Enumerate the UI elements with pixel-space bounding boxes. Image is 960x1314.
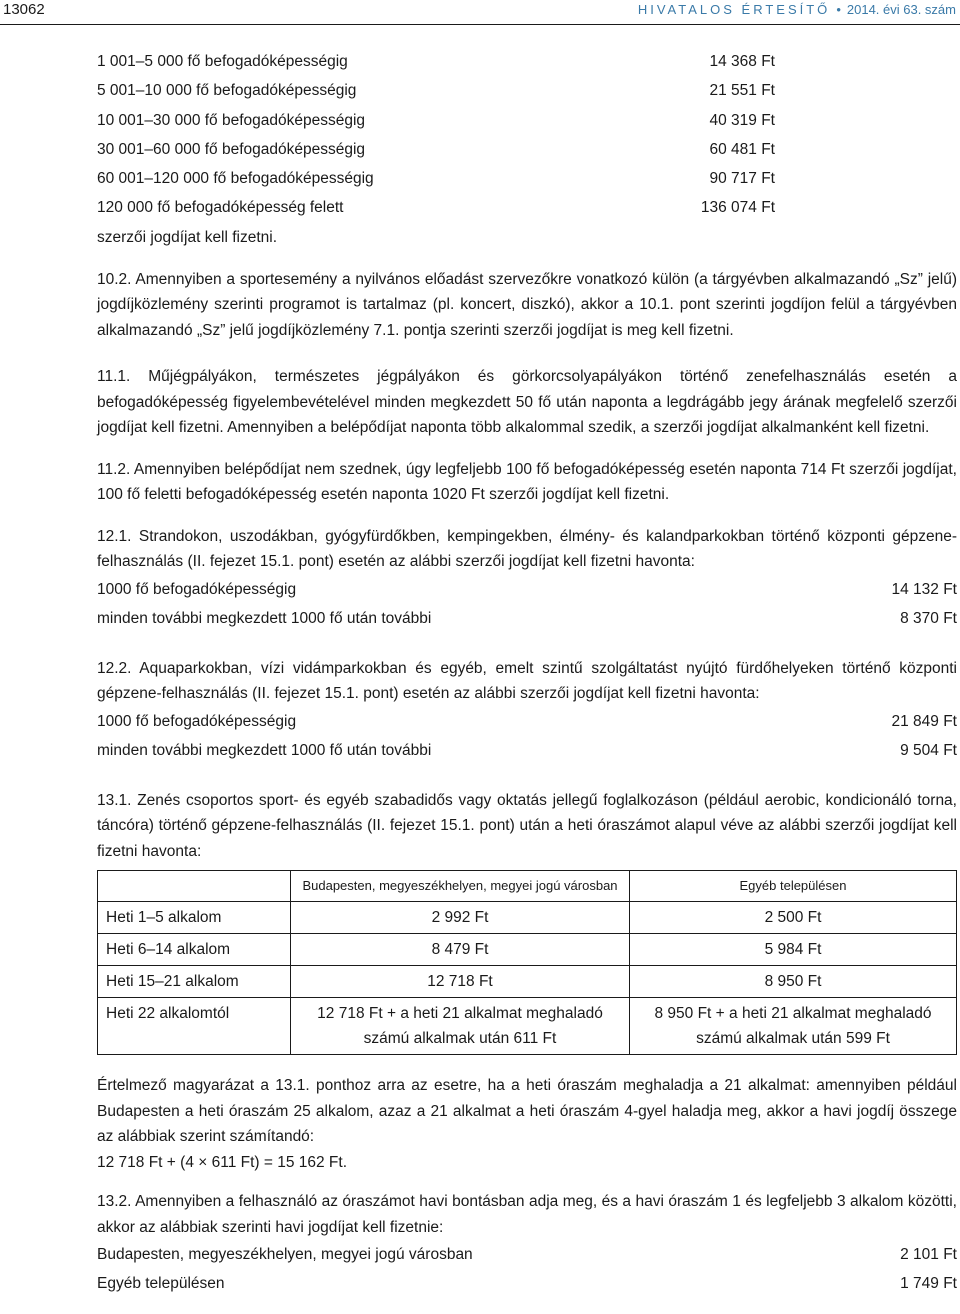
table-cell: Heti 1–5 alkalom (98, 902, 291, 934)
fee-label: minden további megkezdett 1000 fő után további (97, 609, 432, 627)
tier-row (97, 138, 957, 167)
table-header-cell: Egyéb településen (630, 871, 957, 902)
fee-row (97, 739, 957, 768)
tier-row (97, 50, 957, 79)
fee-amount: 14 132 Ft (891, 580, 957, 598)
section-13-2: 13.2. Amennyiben a felhasználó az óraszámot havi bontásban adja meg, és a havi óraszám 1 és legfeljebb 3 alkalom közötti, akkor az alábbiak szerinti havi jogdíjat kell fizetnie: (97, 1193, 957, 1236)
table-header-cell: Budapesten, megyeszékhelyen, megyei jogú városban (291, 871, 630, 902)
tier-label: 10 001–30 000 fő befogadóképességig (97, 111, 366, 129)
tier-label: 120 000 fő befogadóképesség felett (97, 199, 344, 217)
table-header-cell (98, 871, 291, 902)
section-12-1-fees (97, 578, 957, 636)
document-body (97, 50, 957, 1301)
fee-amount: 9 504 Ft (900, 741, 957, 759)
table-cell: Heti 6–14 alkalom (98, 934, 291, 966)
fee-amount: 21 849 Ft (891, 712, 957, 730)
fee-label: minden további megkezdett 1000 fő után további (97, 741, 432, 759)
tier-row (97, 79, 957, 108)
table-header-row (98, 871, 957, 902)
section-10-2: 10.2. Amennyiben a sportesemény a nyilvános előadást szervezőkre vonatkozó külön (a tárgyévben alkalmazandó „Sz” jelű) jogdíjközlemény szerinti programot is tartalmaz (pl. koncert, diszkó), akkor a 10.1. pont szerinti jogdíjon felül a tárgyévben alkalmazandó „Sz” jelű jogdíjközlemény 7.1. pontja szerinti szerzői jogdíjat is meg kell fizetni. (97, 270, 957, 339)
fee-label: 1000 fő befogadóképességig (97, 712, 297, 730)
fee-row (97, 1272, 957, 1301)
fee-row (97, 607, 957, 636)
section-13-1: 13.1. Zenés csoportos sport- és egyéb szabadidős vagy oktatás jellegű foglalkozáson (például aerobic, kondicionáló torna, táncóra) történő gépzene-felhasználás (II. fejezet 15.1. pont) után a heti óraszámot alapul véve az alábbi szerzői jogdíjat kell fizetni havonta: (97, 791, 957, 860)
tier-label: 60 001–120 000 fő befogadóképességig (97, 170, 374, 188)
tier-amount: 21 551 Ft (709, 82, 775, 100)
tier-amount: 136 074 Ft (700, 199, 775, 217)
tier-note: szerzői jogdíjat kell fizetni. (97, 228, 278, 246)
table-row (98, 934, 957, 966)
table-row (98, 902, 957, 934)
fee-row (97, 1243, 957, 1272)
tier-row (97, 167, 957, 196)
tier-row (97, 196, 957, 225)
table-cell: 8 950 Ft + a heti 21 alkalmat meghaladó számú alkalmak után 599 Ft (630, 998, 957, 1055)
fee-label: Budapesten, megyeszékhelyen, megyei jogú városban (97, 1246, 473, 1264)
table-cell: 8 479 Ft (291, 934, 630, 966)
table-cell: 5 984 Ft (630, 934, 957, 966)
tier-amount: 90 717 Ft (709, 170, 775, 188)
weekly-fee-table (97, 870, 957, 1055)
section-11-1: 11.1. Műjégpályákon, természetes jégpályákon és görkorcsolyapályákon történő zenefelhasználás esetén a befogadóképesség figyelembevételével minden megkezdett 50 fő után naponta a legdrágább jegy árának megfelelő szerzői jogdíjat kell fizetni. Amennyiben a belépődíjat naponta több alkalommal szedik, a szerzői jogdíjat alkalmanként kell fizetni. (97, 368, 957, 437)
table-cell: Heti 15–21 alkalom (98, 966, 291, 998)
fee-amount: 1 749 Ft (900, 1275, 957, 1293)
page-number: 13062 (3, 1, 45, 18)
journal-title: HIVATALOS ÉRTESÍTŐ (637, 2, 831, 17)
calculation-formula: 12 718 Ft + (4 × 611 Ft) = 15 162 Ft. (97, 1153, 348, 1171)
fee-label: Egyéb településen (97, 1275, 225, 1293)
tier-label: 30 001–60 000 fő befogadóképességig (97, 140, 366, 158)
fee-row (97, 710, 957, 739)
fee-amount: 2 101 Ft (900, 1246, 957, 1264)
masthead-bullet: • (836, 2, 841, 17)
tier-amount: 60 481 Ft (709, 140, 775, 158)
table-cell: 2 500 Ft (630, 902, 957, 934)
section-11-2: 11.2. Amennyiben belépődíjat nem szednek, úgy legfeljebb 100 fő befogadóképesség esetén naponta 714 Ft szerzői jogdíjat, 100 fő feletti befogadóképesség esetén naponta 1020 Ft szerzői jogdíjat kell fizetni. (97, 460, 957, 504)
issue-label: 2014. évi 63. szám (846, 2, 956, 17)
journal-masthead (638, 2, 956, 17)
tier-amount: 14 368 Ft (709, 53, 775, 70)
page-header (0, 0, 960, 22)
section-12-2: 12.2. Aquaparkokban, vízi vidámparkokban és egyéb, emelt szintű szolgáltatást nyújtó fürdőhelyeken történő központi gépzene-felhasználás (II. fejezet 15.1. pont) esetén az alábbi szerzői jogdíjat kell fizetni havonta: (97, 659, 957, 703)
fee-row (97, 578, 957, 607)
table-cell: 12 718 Ft (291, 966, 630, 998)
tier-amount: 40 319 Ft (709, 111, 775, 129)
capacity-tier-list (97, 50, 957, 255)
table-cell: 8 950 Ft (630, 966, 957, 998)
section-12-2-fees (97, 710, 957, 768)
explanation-paragraph: Értelmező magyarázat a 13.1. ponthoz arra az esetre, ha a heti óraszám meghaladja a 21 alkalmat: amennyiben például Budapesten a heti óraszám 25 alkalom, azaz a 21 alkalmat a heti óraszám 4-gyel haladja meg, akkor a havi jogdíj összege az alábbiak szerint számítandó: (97, 1077, 957, 1146)
fee-amount: 8 370 Ft (900, 609, 957, 627)
section-12-1: 12.1. Strandokon, uszodákban, gyógyfürdőkben, kempingekben, élmény- és kalandparkokban történő központi gépzene-felhasználás (II. fejezet 15.1. pont) esetén az alábbi szerzői jogdíjat kell fizetni havonta: (97, 527, 957, 571)
fee-label: 1000 fő befogadóképességig (97, 580, 297, 598)
header-rule (0, 24, 960, 25)
tier-label: 1 001–5 000 fő befogadóképességig (97, 53, 348, 70)
tier-label: 5 001–10 000 fő befogadóképességig (97, 82, 357, 100)
table-cell: Heti 22 alkalomtól (98, 998, 291, 1055)
tier-row (97, 109, 957, 138)
table-row (98, 966, 957, 998)
table-cell: 2 992 Ft (291, 902, 630, 934)
table-row (98, 998, 957, 1055)
table-cell: 12 718 Ft + a heti 21 alkalmat meghaladó számú alkalmak után 611 Ft (291, 998, 630, 1055)
section-13-2-fees (97, 1243, 957, 1301)
